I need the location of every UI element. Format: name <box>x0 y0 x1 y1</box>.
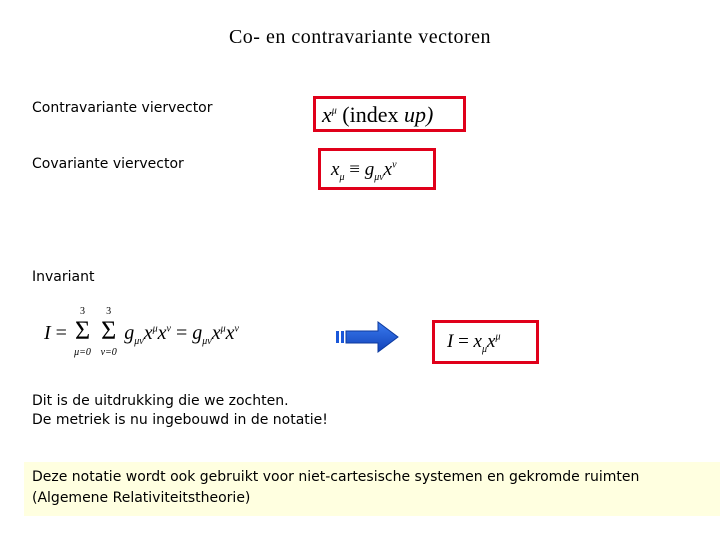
conclusion-note <box>32 392 328 430</box>
right-arrow-icon <box>336 320 400 354</box>
invariant-result-box <box>432 320 539 364</box>
contravariant-label: Contravariante viervector <box>32 100 213 116</box>
covariant-label: Covariante viervector <box>32 156 184 172</box>
contravariant-formula-box <box>313 96 466 132</box>
invariant-sum-formula: I = 3 Σ μ=0 3 Σ ν=0 $g_{\mu\nu}x^\mu x^\nu = g_{\mu\nu}x^\mu x^\nu$ <box>44 306 239 358</box>
page-title: Co- en contravariante vectoren <box>228 26 492 48</box>
note-line-2: De metriek is nu ingebouwd in de notatie! <box>32 412 328 428</box>
footer-line-2: (Algemene Relativiteitstheorie) <box>32 490 251 506</box>
invariant-label: Invariant <box>32 269 95 285</box>
footer-line-1: Deze notatie wordt ook gebruikt voor niet-cartesische systemen en gekromde ruimten <box>32 469 640 485</box>
invariant-result-formula: $I = x_\mu x^\mu$ <box>447 331 501 355</box>
sum-symbol-nu: 3 Σ ν=0 <box>100 306 117 358</box>
covariant-formula: $x_\mu \equiv g_{\mu\nu}x^\nu$ <box>331 159 397 183</box>
covariant-formula-box <box>318 148 436 190</box>
note-line-1: Dit is de uitdrukking die we zochten. <box>32 393 289 409</box>
contravariant-formula: $x^\mu$ (index up) <box>322 102 434 127</box>
footer-note <box>24 462 720 516</box>
sum-symbol-mu: 3 Σ μ=0 <box>74 306 91 358</box>
